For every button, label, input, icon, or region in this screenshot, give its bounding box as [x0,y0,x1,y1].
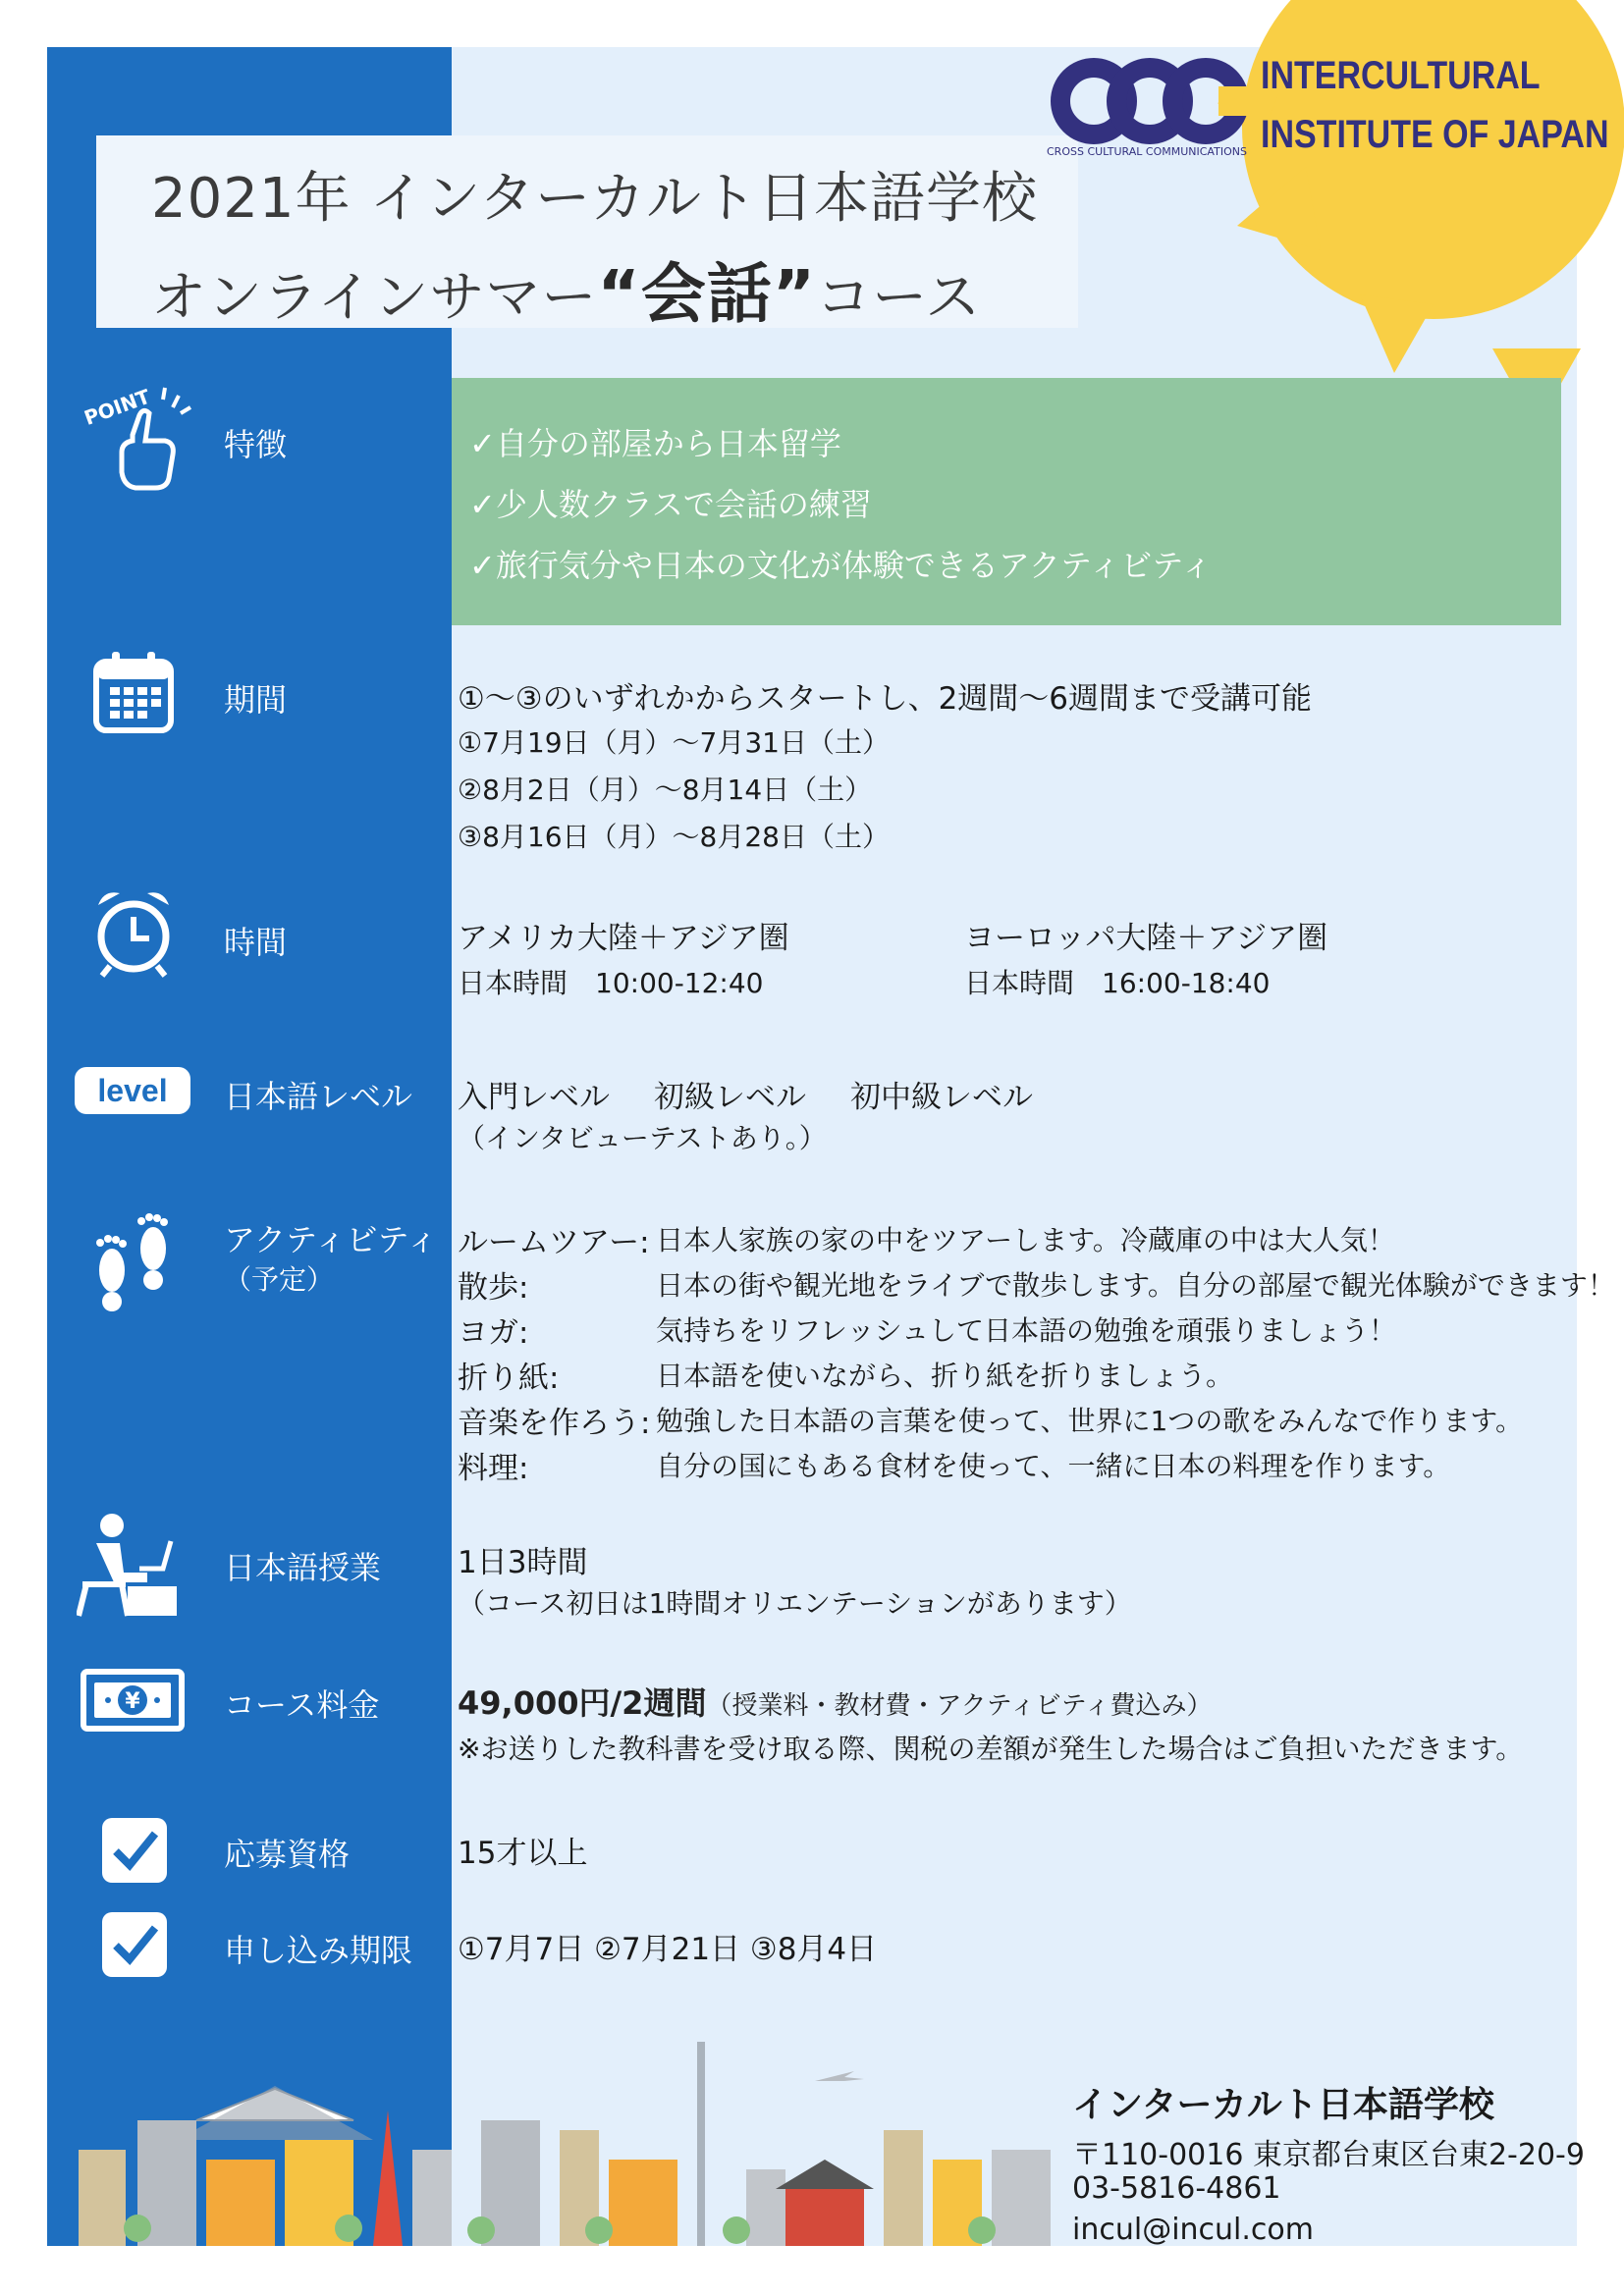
level-note: （インタビューテストあり。） [458,1122,827,1154]
studying-person-icon [77,1512,179,1620]
title-box [96,135,1078,332]
logo-subtext: CROSS CULTURAL COMMUNICATIONS [1047,145,1247,158]
period-intro: ①～③のいずれかからスタートし、2週間～6週間まで受講可能 [458,681,1313,717]
footer-address: 〒110-0016 東京都台東区台東2-20-9 [1072,2138,1585,2172]
activity-desc: 勉強した日本語の言葉を使って、世界に1つの歌をみんなで作ります。 [656,1405,1524,1437]
period-term-3: ③8月16日（月）～8月28日（土） [458,821,890,853]
footer-school-name: インターカルト日本語学校 [1072,2085,1494,2125]
activities-label: アクティビティ [224,1221,438,1258]
features-label: 特徴 [224,426,288,463]
period-term-2: ②8月2日（月）～8月14日（土） [458,774,873,806]
time-region-2-hours: 日本時間 16:00-18:40 [964,967,1271,999]
checkbox-icon [100,1910,169,1979]
svg-text:¥: ¥ [125,1689,140,1714]
period-term-1: ①7月19日（月）～7月31日（土） [458,726,890,759]
activity-name: 散歩: [458,1270,529,1306]
level-2: 初級レベル [654,1080,806,1115]
sun-icon [1242,0,1624,319]
feature-item: ✓少人数クラスで会話の練習 [469,486,872,523]
level-badge-icon: level [75,1067,190,1114]
classes-hours: 1日3時間 [458,1545,588,1580]
activity-name: 料理: [458,1451,529,1486]
calendar-icon [90,650,177,736]
eligibility-value: 15才以上 [458,1836,588,1871]
feature-item: ✓旅行気分や日本の文化が体験できるアクティビティ [469,547,1213,584]
money-icon [81,1669,185,1732]
classes-note: （コース初日は1時間オリエンテーションがあります） [458,1587,1132,1620]
eligibility-label: 応募資格 [224,1836,351,1873]
fee-included: （授業料・教材費・アクティビティ費込み） [706,1691,1213,1721]
activity-desc: 日本語を使いながら、折り紙を折りましょう。 [656,1360,1234,1392]
feature-item: ✓自分の部屋から日本留学 [469,425,841,462]
time-region-1: アメリカ大陸＋アジア圏 [458,921,789,956]
svg-text:POINT: POINT [81,384,153,430]
activities-sublabel: （予定） [224,1263,335,1296]
period-label: 期間 [224,681,288,719]
page-title: 2021年 インターカルト日本語学校 [151,167,1038,231]
fee-amount: 49,000円/2週間 [458,1684,707,1722]
city-skyline-illustration [69,2042,1060,2246]
activity-name: 音楽を作ろう: [458,1406,651,1441]
deadline-value: ①7月7日 ②7月21日 ③8月4日 [458,1932,878,1967]
level-label: 日本語レベル [224,1078,413,1115]
point-hand-icon [79,378,191,491]
footer-phone[interactable]: 03-5816-4861 [1072,2171,1281,2206]
logo-text-line1: INTERCULTURAL [1261,54,1541,97]
classes-label: 日本語授業 [224,1549,382,1586]
features-box [452,378,1561,625]
alarm-clock-icon [90,883,177,980]
time-label: 時間 [224,924,288,961]
logo-text-line2: INSTITUTE OF JAPAN [1261,113,1609,156]
level-1: 入門レベル [458,1080,610,1115]
fee-label: コース料金 [224,1686,380,1724]
activity-name: 折り紙: [458,1361,560,1396]
checkbox-icon [100,1816,169,1885]
ccc-logo-icon [1047,57,1258,155]
activity-desc: 自分の国にもある食材を使って、一緒に日本の料理を作ります。 [656,1450,1451,1482]
fee-line [458,1679,1213,1724]
time-region-1-hours: 日本時間 10:00-12:40 [458,967,764,999]
level-3: 初中級レベル [850,1080,1033,1115]
footer-email[interactable]: incul@incul.com [1072,2213,1314,2247]
time-region-2: ヨーロッパ大陸＋アジア圏 [964,921,1328,956]
activity-desc: 日本人家族の家の中をツアーします。冷蔵庫の中は大人気！ [656,1224,1395,1256]
ccc-logo [1047,57,1258,165]
deadline-label: 申し込み期限 [224,1932,413,1969]
fee-note: ※お送りした教科書を受け取る際、関税の差額が発生した場合はご負担いただきます。 [458,1733,1524,1765]
activity-name: ルームツアー: [458,1225,650,1260]
footprints-icon [90,1209,181,1317]
page-subtitle: オンラインサマー“会話”コース [151,256,982,332]
activity-desc: 気持ちをリフレッシュして日本語の勉強を頑張りましょう！ [656,1314,1397,1347]
activity-name: ヨガ: [458,1315,529,1351]
activity-desc: 日本の街や観光地をライブで散歩します。自分の部屋で観光体験ができます！ [656,1269,1615,1302]
